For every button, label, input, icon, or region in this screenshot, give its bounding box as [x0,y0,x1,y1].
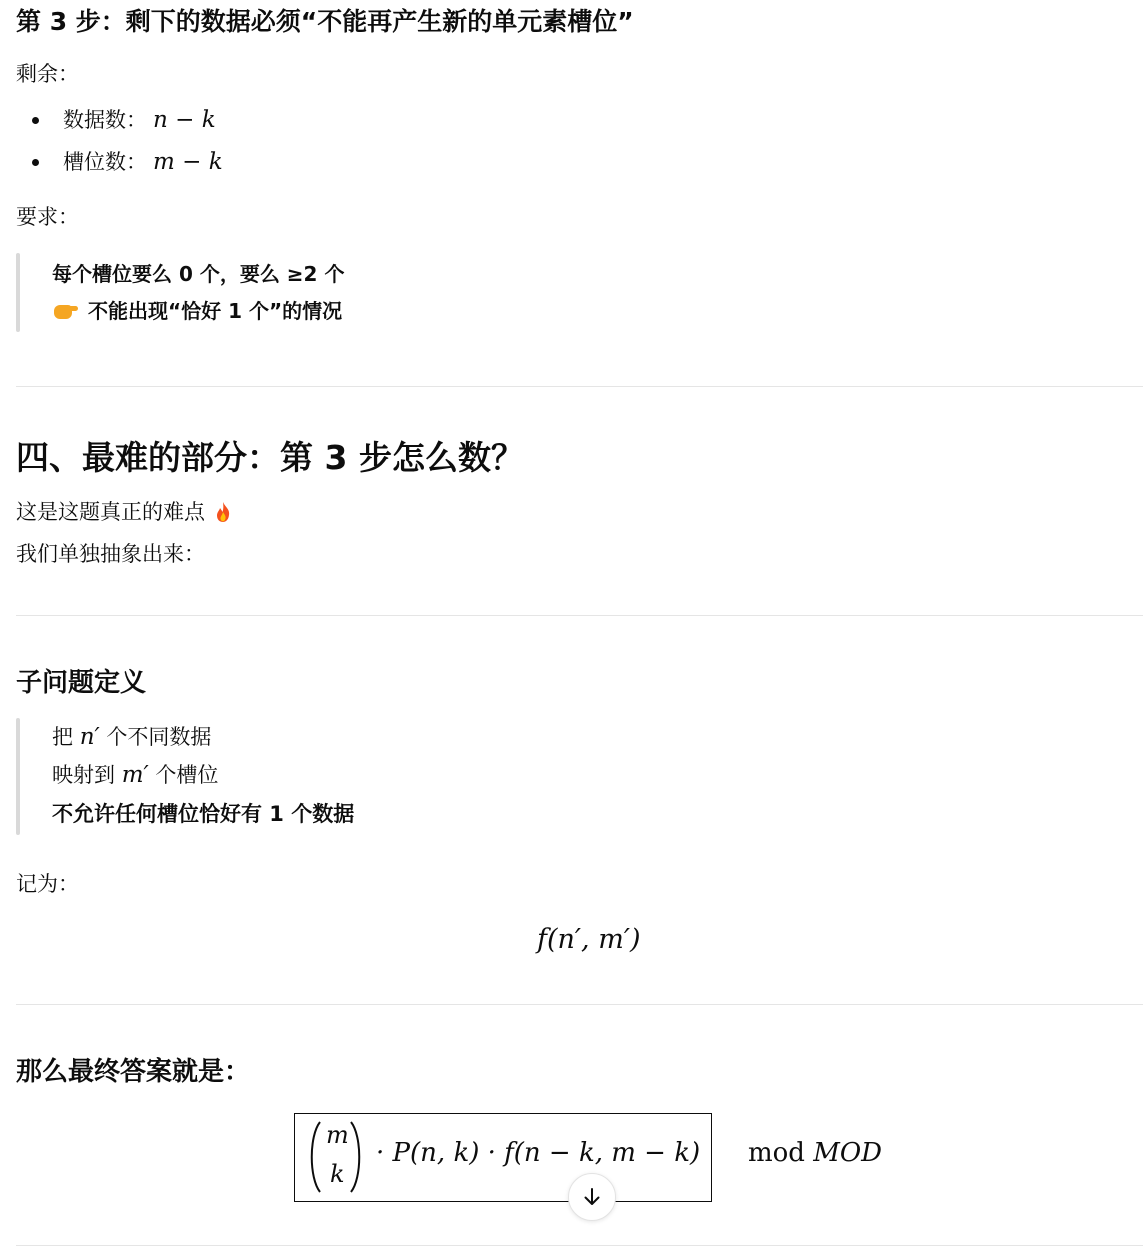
scroll-to-bottom-button[interactable] [568,1173,616,1221]
subproblem-line-2 [52,759,218,789]
right-paren [349,1120,365,1194]
subproblem-line-2-prefix: 映射到 [52,763,115,787]
step3-heading: 第 3 步：剩下的数据必须“不能再产生新的单元素槽位” [16,7,634,36]
section4-line2: 我们单独抽象出来： [16,542,205,566]
final-heading: 那么最终答案就是： [16,1057,251,1087]
subproblem-line-2-suffix: 个槽位 [155,763,219,787]
fire-icon [215,501,231,523]
arrow-down-icon [581,1186,603,1208]
list-item-label: 数据数： [63,108,147,132]
quote-line-1: 每个槽位要么 0 个，要么 ≥2 个 [52,262,345,286]
formula-rest: · P(n, k) · f(n − k, m − k) [376,1138,701,1168]
blockquote-bar [16,253,20,332]
subproblem-line-3: 不允许任何槽位恰好有 1 个数据 [52,802,355,826]
requirement-label: 要求： [16,205,79,229]
divider [16,386,1143,387]
denote-label: 记为： [16,872,79,896]
binom-top: m [326,1121,349,1149]
list-item-math: m − k [153,149,223,175]
subproblem-heading: 子问题定义 [16,668,147,698]
list-item-math: n − k [153,107,216,133]
subproblem-line-1-prefix: 把 [52,725,73,749]
divider [16,1004,1143,1005]
quote-line-2 [52,295,342,324]
mod-word: mod [748,1138,805,1168]
subproblem-line-2-math: m′ [121,762,149,788]
subproblem-line-1 [52,721,211,751]
list-item [63,146,223,176]
remaining-label: 剩余： [16,62,79,86]
binom-bottom: k [330,1160,345,1188]
bullet-dot [32,117,39,124]
formula-f: f(n′, m′) [537,924,641,955]
section4-line1-text: 这是这题真正的难点 [16,500,205,524]
list-item-label: 槽位数： [63,150,147,174]
divider [16,615,1143,616]
bullet-dot [32,159,39,166]
divider [16,1245,1143,1246]
blockquote-bar [16,718,20,835]
left-paren [306,1120,322,1194]
mod-expression [748,1138,882,1168]
subproblem-line-1-suffix: 个不同数据 [106,725,212,749]
section4-line1 [16,496,231,526]
list-item [63,104,216,134]
pointing-hand-icon [52,301,78,321]
section4-heading: 四、最难的部分：第 3 步怎么数？ [16,438,524,477]
subproblem-line-1-math: n′ [79,724,100,750]
mod-name: MOD [813,1138,883,1168]
quote-line-2-text: 不能出现“恰好 1 个”的情况 [88,299,343,323]
